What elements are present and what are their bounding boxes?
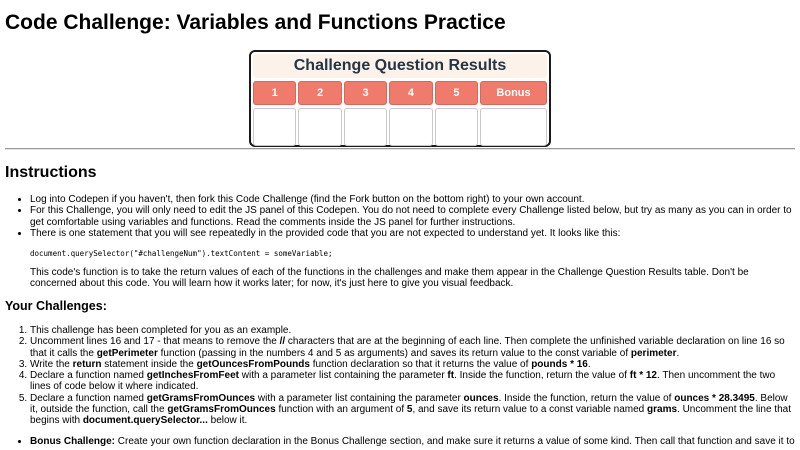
code-explanation: This code's function is to take the return values of each of the functions in the challenges and make them appear in the Challenge Question Results table. Don't be concerned about this code. You will learn how it works later; for now, it's just here to give you visual feedback. [30, 267, 749, 290]
result-cell-4 [389, 108, 432, 146]
list-item: • Log into Codepen if you haven't, then fork this Code Challenge (find the Fork button on the bottom right) to your own account. [30, 194, 795, 205]
question-5-button[interactable]: 5 [435, 81, 478, 105]
list-item-text: There is one statement that you will see repeatedly in the provided code that you are not expected to understand yet. It looks like this: [30, 227, 621, 239]
question-3-button[interactable]: 3 [344, 81, 387, 105]
question-2-button[interactable]: 2 [298, 81, 341, 105]
code-snippet: document.querySelector("#challengeNum").textContent = someVariable; [30, 249, 333, 259]
challenge-3: 3. Write the return statement inside the getOuncesFromPounds function declaration so that it returns the value of pounds * 16. [30, 359, 795, 370]
question-bonus-button[interactable]: Bonus [480, 81, 547, 105]
result-cell-1 [253, 108, 296, 146]
page-title: Code Challenge: Variables and Functions Practice [5, 11, 506, 34]
challenges-list [0, 325, 795, 427]
challenge-1: 1. This challenge has been completed for you as an example. [30, 325, 795, 336]
list-item [30, 228, 795, 290]
question-4-button[interactable]: 4 [389, 81, 432, 105]
challenge-4: 4. Declare a function named getInchesFromFeet with a parameter list containing the parameter ft. Inside the function, return the value of ft * 12. Then uncomment the two lines of code below it where indicated. [30, 370, 795, 393]
result-cell-bonus [480, 108, 547, 146]
challenge-5: 5. Declare a function named getGramsFromOunces with a parameter list containing the parameter ounces. Inside the function, return the value of ounces * 28.3495. Below it, outside the function, call the getGramsFromOunces function with an argument of 5, and save its return value to a const variable named grams. Uncomment the line that begins with document.querySelector... below it. [30, 393, 795, 427]
list-item: • For this Challenge, you will only need to edit the JS panel of this Codepen. You do not need to complete every Challenge listed below, but try as many as you can in order to get comfortable using variables and functions. Read the comments inside the JS panel for further instructions. [30, 205, 795, 228]
challenge-2: 2. Uncomment lines 16 and 17 - that means to remove the // characters that are at the beginning of each line. Then complete the unfinished variable declaration on line 16 so that it calls the getPerimeter function (passing in the numbers 4 and 5 as arguments) and saves its return value to the const variable of perimeter. [30, 336, 795, 359]
challenges-heading: Your Challenges: [5, 299, 107, 313]
section-divider [5, 148, 795, 150]
instructions-list [0, 194, 795, 290]
result-cell-3 [344, 108, 387, 146]
question-1-button[interactable]: 1 [253, 81, 296, 105]
results-title: Challenge Question Results [253, 54, 547, 78]
instructions-heading: Instructions [5, 164, 97, 181]
result-cell-2 [298, 108, 341, 146]
bonus-list [0, 436, 795, 447]
bonus-challenge: • Bonus Challenge: Create your own function declaration in the Bonus Challenge section, and make sure it returns a value of some kind. Then call that function and save it to [30, 436, 795, 447]
results-value-row [253, 108, 547, 146]
challenge-results-table [249, 50, 551, 147]
result-cell-5 [435, 108, 478, 146]
results-header-row [253, 81, 547, 105]
